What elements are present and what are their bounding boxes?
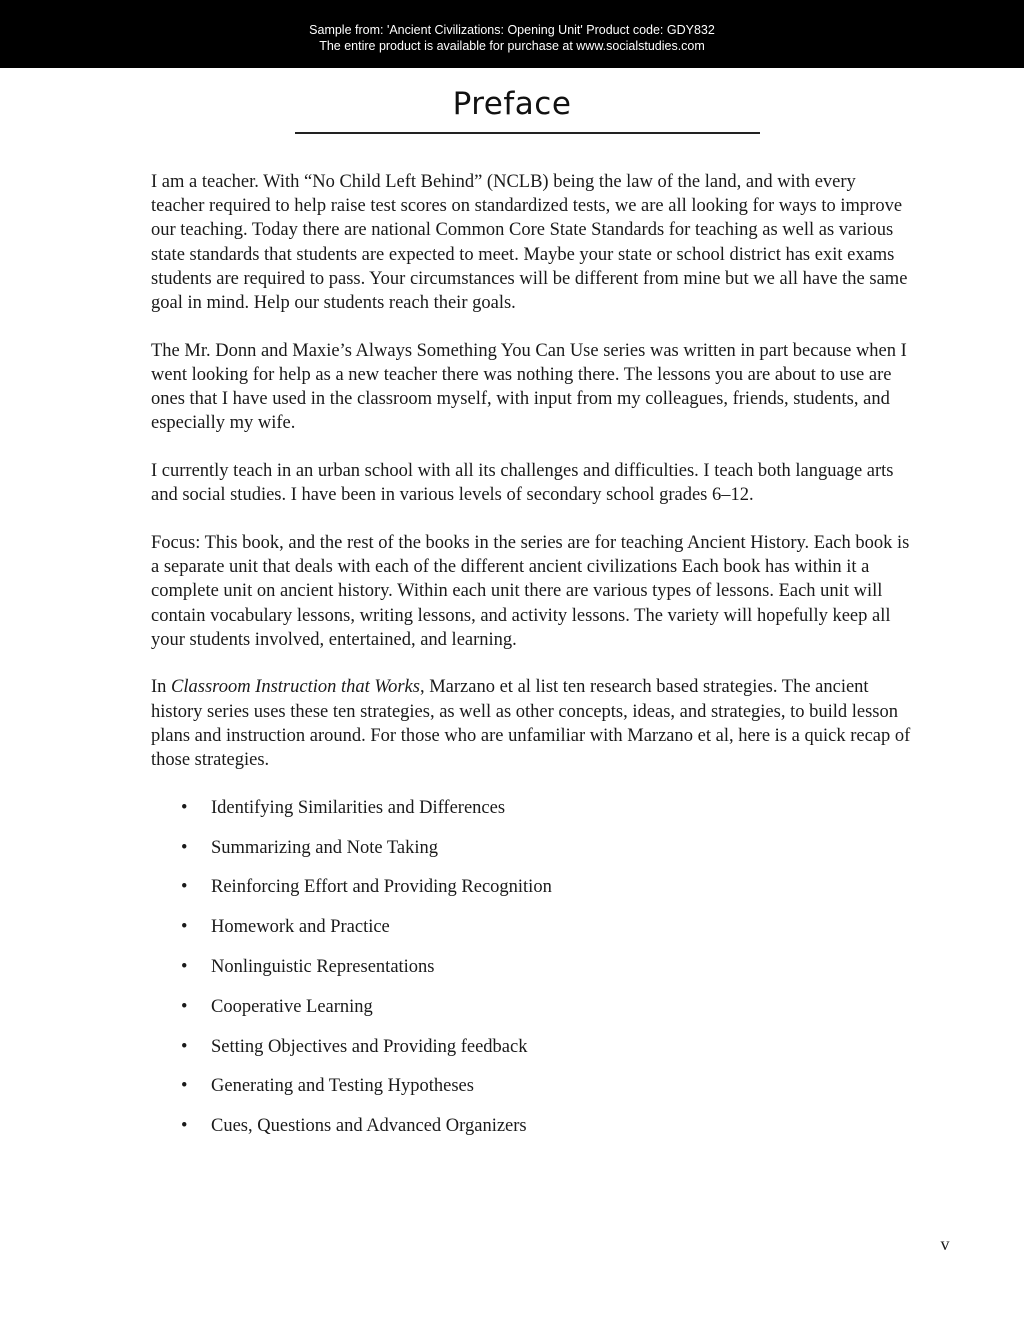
list-item-label: Summarizing and Note Taking xyxy=(211,837,439,858)
paragraph-focus: Focus: This book, and the rest of the books in the series are for teaching Ancient History. Each book is a separate unit that deals with each of the different ancient civilizations Each book has within it a complete unit on ancient history. Within each unit there are various types of lessons. Each unit will contain vocabulary lessons, writing lessons, and activity lessons. The variety will hopefully keep all your students involved, entertained, and learning. xyxy=(151,532,910,650)
bullet-icon: • xyxy=(181,1076,188,1097)
bullet-icon: • xyxy=(181,837,188,858)
bullet-icon: • xyxy=(181,797,188,818)
page-number: v xyxy=(940,1234,950,1254)
marzano-lead: In xyxy=(151,677,172,698)
sample-banner xyxy=(0,0,1024,68)
list-item-label: Reinforcing Effort and Providing Recognition xyxy=(211,877,552,898)
list-item-label: Nonlinguistic Representations xyxy=(211,956,435,977)
bullet-icon: • xyxy=(181,1116,188,1137)
banner-line-2: The entire product is available for purchase at www.socialstudies.com xyxy=(319,39,705,53)
paragraph-marzano xyxy=(151,675,911,772)
list-item-label: Setting Objectives and Providing feedback xyxy=(211,1036,528,1057)
strategy-list xyxy=(151,796,911,1154)
list-item xyxy=(151,796,911,836)
bullet-icon: • xyxy=(181,956,188,977)
list-item-label: Cues, Questions and Advanced Organizers xyxy=(211,1116,527,1137)
preface-body xyxy=(151,170,911,1154)
bullet-icon: • xyxy=(181,996,188,1017)
paragraph-background: I currently teach in an urban school with all its challenges and difficulties. I teach both language arts and social studies. I have been in various levels of secondary school grades 6–12. xyxy=(151,461,894,506)
marzano-rest: , Marzano et al list ten research based strategies. The ancient history series uses these ten strategies, as well as other concepts, ideas, and strategies, to build lesson plans and instruction around. For those who are unfamiliar with Marzano et al, here is a quick recap of those strategies. xyxy=(151,677,911,771)
paragraph-series: The Mr. Donn and Maxie’s Always Something You Can Use series was written in part because when I went looking for help as a new teacher there was nothing there. The lessons you are about to use are ones that I have used in the classroom myself, with input from my colleagues, friends, students, and especially my wife. xyxy=(151,340,907,434)
paragraph-intro: I am a teacher. With “No Child Left Behind” (NCLB) being the law of the land, and with every teacher required to help raise test scores on standardized tests, we are all looking for ways to improve our teaching. Today there are national Common Core State Standards for teaching as well as various state standards that students are expected to meet. Maybe your state or school district has exit exams students are required to pass. Your circumstances will be different from mine but we all have the same goal in mind. Help our students reach their goals. xyxy=(151,172,908,314)
list-item-label: Cooperative Learning xyxy=(211,996,373,1017)
list-item xyxy=(151,1074,911,1114)
list-item xyxy=(151,955,911,995)
page-title: Preface xyxy=(452,86,572,122)
bullet-icon: • xyxy=(181,1036,188,1057)
bullet-icon: • xyxy=(181,877,188,898)
list-item xyxy=(151,1035,911,1075)
list-item xyxy=(151,1114,911,1154)
list-item xyxy=(151,915,911,955)
list-item xyxy=(151,836,911,876)
book-title: Classroom Instruction that Works xyxy=(171,677,420,698)
list-item-label: Generating and Testing Hypotheses xyxy=(211,1076,474,1097)
list-item xyxy=(151,875,911,915)
list-item xyxy=(151,995,911,1035)
bullet-icon: • xyxy=(181,917,188,938)
list-item-label: Identifying Similarities and Differences xyxy=(211,797,506,818)
banner-line-1: Sample from: 'Ancient Civilizations: Opening Unit' Product code: GDY832 xyxy=(309,23,715,37)
list-item-label: Homework and Practice xyxy=(211,917,390,938)
title-underline xyxy=(295,132,760,134)
